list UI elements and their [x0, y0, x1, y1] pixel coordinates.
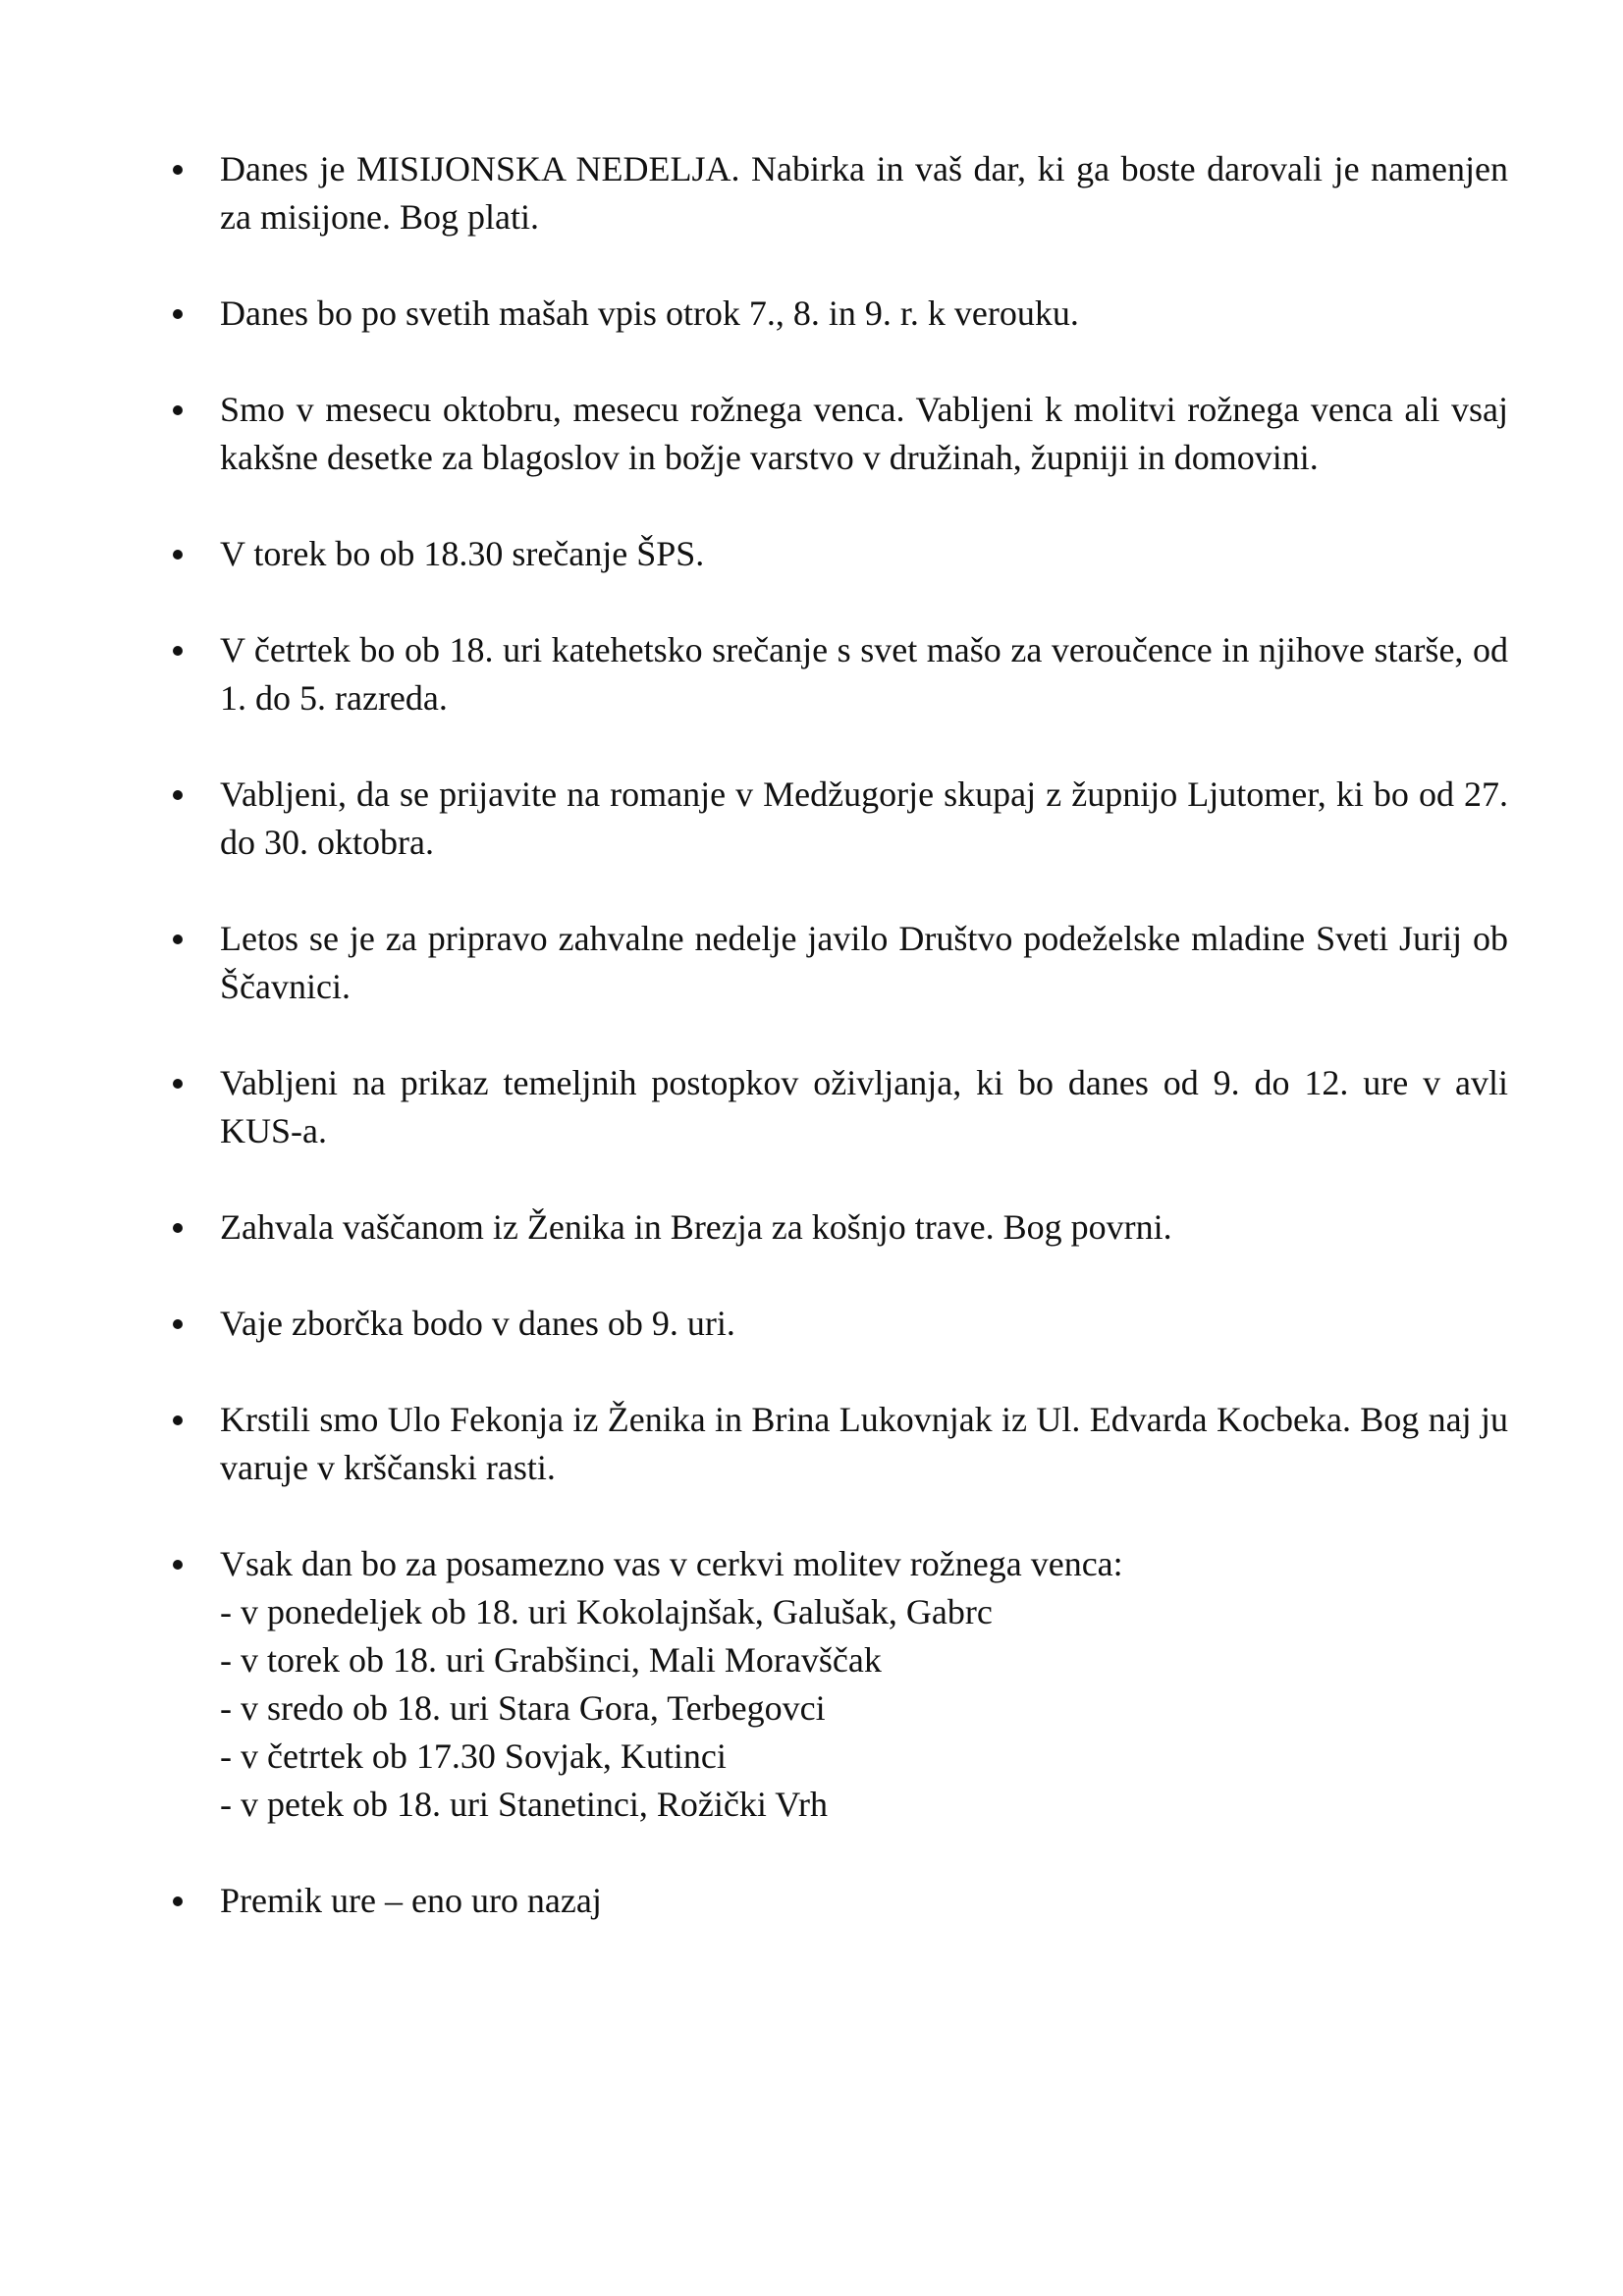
announcement-text: Zahvala vaščanom iz Ženika in Brezja za košnjo trave. Bog povrni.: [220, 1207, 1172, 1247]
list-item: [173, 915, 1508, 1011]
announcement-text: Krstili smo Ulo Fekonja iz Ženika in Brina Lukovnjak iz Ul. Edvarda Kocbeka. Bog naj ju varuje v krščanski rasti.: [220, 1400, 1508, 1487]
schedule-line: - v torek ob 18. uri Grabšinci, Mali Moravščak: [220, 1640, 882, 1680]
announcement-text: Smo v mesecu oktobru, mesecu rožnega venca. Vabljeni k molitvi rožnega venca ali vsaj kakšne desetke za blagoslov in božje varstvo v družinah, župniji in domovini.: [220, 390, 1508, 477]
announcement-text: Vabljeni na prikaz temeljnih postopkov oživljanja, ki bo danes od 9. do 12. ure v avli KUS-a.: [220, 1063, 1508, 1150]
schedule-line: - v ponedeljek ob 18. uri Kokolajnšak, Galušak, Gabrc: [220, 1592, 993, 1631]
announcement-text: Vaje zborčka bodo v danes ob 9. uri.: [220, 1304, 735, 1343]
announcement-text: V četrtek bo ob 18. uri katehetsko srečanje s svet mašo za veroučence in njihove starše, od 1. do 5. razreda.: [220, 630, 1508, 718]
list-item: [173, 386, 1508, 482]
bullet-icon: [173, 1560, 183, 1570]
schedule-line: - v četrtek ob 17.30 Sovjak, Kutinci: [220, 1736, 727, 1776]
announcement-text: Vsak dan bo za posamezno vas v cerkvi molitev rožnega venca:: [220, 1544, 1123, 1583]
announcement-text: Vabljeni, da se prijavite na romanje v Medžugorje skupaj z župnijo Ljutomer, ki bo od 27. do 30. oktobra.: [220, 774, 1508, 862]
list-item: [173, 530, 1508, 578]
bullet-icon: [173, 1223, 183, 1233]
list-item: [173, 626, 1508, 722]
list-item: [173, 145, 1508, 241]
list-item: [173, 1059, 1508, 1155]
bullet-icon: [173, 1319, 183, 1329]
bullet-icon: [173, 1896, 183, 1906]
bullet-icon: [173, 1415, 183, 1425]
list-item: [173, 1203, 1508, 1252]
announcement-text: Premik ure – eno uro nazaj: [220, 1881, 602, 1920]
list-item: [173, 290, 1508, 338]
bullet-icon: [173, 1079, 183, 1089]
bullet-icon: [173, 646, 183, 656]
bullet-icon: [173, 550, 183, 560]
schedule-line: - v petek ob 18. uri Stanetinci, Rožički Vrh: [220, 1785, 829, 1824]
list-item: [173, 1540, 1508, 1829]
bullet-icon: [173, 165, 183, 175]
bullet-icon: [173, 790, 183, 800]
bullet-icon: [173, 405, 183, 415]
announcement-text: Danes bo po svetih mašah vpis otrok 7., 8. in 9. r. k verouku.: [220, 294, 1079, 333]
list-item: [173, 771, 1508, 867]
list-item: [173, 1877, 1508, 1925]
announcement-text: Letos se je za pripravo zahvalne nedelje javilo Društvo podeželske mladine Sveti Jurij ob Ščavnici.: [220, 919, 1508, 1006]
bullet-icon: [173, 934, 183, 944]
list-item: [173, 1300, 1508, 1348]
announcement-text: Danes je MISIJONSKA NEDELJA. Nabirka in vaš dar, ki ga boste darovali je namenjen za misijone. Bog plati.: [220, 149, 1508, 237]
bullet-icon: [173, 309, 183, 319]
announcement-list: [173, 145, 1508, 1973]
schedule-line: - v sredo ob 18. uri Stara Gora, Terbegovci: [220, 1688, 826, 1728]
announcement-text: V torek bo ob 18.30 srečanje ŠPS.: [220, 534, 705, 573]
list-item: [173, 1396, 1508, 1492]
